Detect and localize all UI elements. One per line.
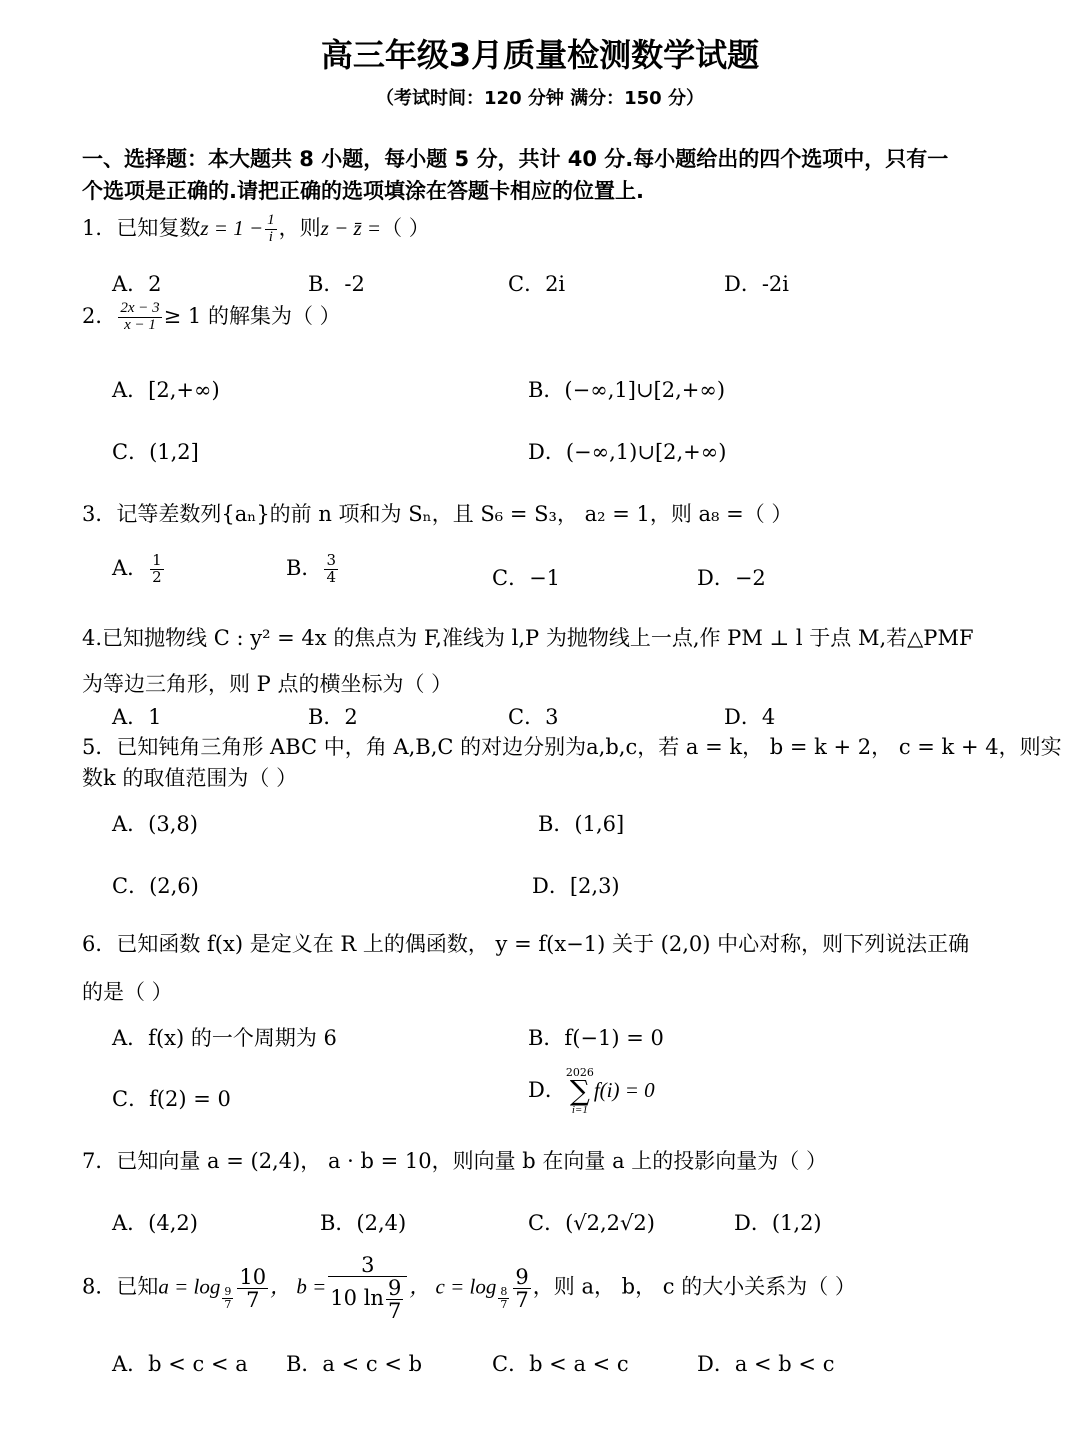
q8-b-inner-fraction: $\frac{9}{7}$	[387, 1276, 402, 1324]
q8-b-fraction: 3 10 ln $\frac{9}{7}$	[328, 1254, 407, 1322]
q4-option-b[interactable]: B．2	[308, 705, 358, 729]
exam-info: （考试时间：120 分钟 满分：150 分）	[376, 88, 704, 109]
q3-option-b[interactable]: B． $\frac{3}{4}$	[286, 551, 336, 586]
q8-a-fraction: $\frac{10}{7}$	[239, 1264, 267, 1312]
question-5-line1: 5．已知钝角三角形 ABC 中，角 A,B,C 的对边分别为a,b,c，若 a = k， b = k + 2， c = k + 4，则实	[82, 735, 1062, 759]
q7-option-b[interactable]: B．(2,4)	[320, 1211, 407, 1235]
q6-option-c[interactable]: C．f(2) = 0	[112, 1087, 231, 1111]
question-5-line2: 数k 的取值范围为（ ）	[82, 766, 298, 790]
q8-option-a[interactable]: A．b < c < a	[112, 1352, 248, 1376]
question-7: 7．已知向量 a = (2,4)， a · b = 10，则向量 b 在向量 a 上的投影向量为（ ）	[82, 1149, 827, 1173]
q1-expr-left: z = 1 −	[200, 216, 264, 240]
q1-prefix: 1．已知复数	[82, 216, 201, 240]
q2-rest: ≥ 1 的解集为（ ）	[163, 304, 341, 328]
q5-option-d[interactable]: D．[2,3)	[532, 874, 620, 898]
q7-option-c[interactable]: C．(√2,2√2)	[528, 1211, 655, 1235]
q2-fraction: $\frac{2x - 3}{x - 1}$	[120, 300, 160, 333]
question-4-line1: 4.已知抛物线 C : y² = 4x 的焦点为 F,准线为 l,P 为抛物线上一点,作 PM ⊥ l 于点 M,若△PMF	[82, 626, 974, 650]
q8-a-base: $\frac{9}{7}$	[224, 1285, 232, 1311]
q3-option-a-fraction: $\frac{1}{2}$	[152, 551, 162, 586]
section-heading-line1: 一、选择题：本大题共 8 小题，每小题 5 分，共计 40 分.每小题给出的四个选项中，只有一	[82, 147, 949, 171]
q3-option-c[interactable]: C．−1	[492, 566, 561, 590]
q3-option-a[interactable]: A． $\frac{1}{2}$	[112, 551, 162, 586]
q1-fraction: $\frac{1}{i}$	[267, 212, 275, 245]
q1-option-d[interactable]: D．-2i	[724, 272, 790, 296]
q2-option-a[interactable]: A．[2,+∞)	[112, 378, 220, 402]
question-2	[82, 300, 341, 334]
q8-option-b[interactable]: B．a < c < b	[286, 1352, 423, 1376]
q8-option-c[interactable]: C．b < a < c	[492, 1352, 629, 1376]
q1-expr-right: z − z̄ =	[320, 216, 382, 240]
q6-option-b[interactable]: B．f(−1) = 0	[528, 1026, 664, 1050]
section-heading-line2: 个选项是正确的.请把正确的选项填涂在答题卡相应的位置上.	[82, 179, 644, 203]
question-3: 3．记等差数列{aₙ}的前 n 项和为 Sₙ，且 S₆ = S₃， a₂ = 1，则 a₈ =（ ）	[82, 502, 793, 526]
q1-mid: ，则	[278, 216, 321, 240]
question-6-line1: 6．已知函数 f(x) 是定义在 R 上的偶函数， y = f(x−1) 关于 (2,0) 中心对称，则下列说法正确	[82, 932, 970, 956]
q5-option-a[interactable]: A．(3,8)	[112, 812, 198, 836]
q4-option-c[interactable]: C．3	[508, 705, 559, 729]
q1-option-c[interactable]: C．2i	[508, 272, 566, 296]
q5-option-b[interactable]: B．(1,6]	[538, 812, 625, 836]
q3-option-b-fraction: $\frac{3}{4}$	[326, 551, 336, 586]
q7-option-a[interactable]: A．(4,2)	[112, 1211, 198, 1235]
q2-option-d[interactable]: D．(−∞,1)∪[2,+∞)	[528, 440, 727, 464]
q3-option-d[interactable]: D．−2	[697, 566, 766, 590]
q4-option-d[interactable]: D．4	[724, 705, 776, 729]
q5-option-c[interactable]: C．(2,6)	[112, 874, 199, 898]
q2-option-c[interactable]: C．(1,2]	[112, 440, 199, 464]
question-1	[82, 212, 430, 246]
q2-option-b[interactable]: B．(−∞,1]∪[2,+∞)	[528, 378, 726, 402]
summation-symbol: 2026 ∑ i=1	[565, 1066, 594, 1117]
q1-option-b[interactable]: B．-2	[308, 272, 365, 296]
question-4-line2: 为等边三角形，则 P 点的横坐标为（ ）	[82, 672, 453, 696]
page-title: 高三年级3月质量检测数学试题	[320, 36, 760, 74]
q4-option-a[interactable]: A．1	[112, 705, 162, 729]
q8-c-base: $\frac{8}{7}$	[500, 1285, 508, 1311]
q2-num: 2．	[82, 304, 117, 328]
q8-c-fraction: $\frac{9}{7}$	[515, 1264, 529, 1312]
q7-option-d[interactable]: D．(1,2)	[734, 1211, 822, 1235]
q8-option-d[interactable]: D．a < b < c	[697, 1352, 835, 1376]
q1-paren: （ ）	[381, 216, 430, 240]
question-6-line2: 的是（ ）	[82, 980, 173, 1004]
q1-option-a[interactable]: A．2	[112, 272, 162, 296]
q6-option-a[interactable]: A．f(x) 的一个周期为 6	[112, 1026, 337, 1050]
q6-option-d[interactable]: D． 2026 ∑ i=1 f(i) = 0	[528, 1066, 655, 1117]
question-8: 8．已知a = log $\frac{9}{7}$ $\frac{10}{7}$ ， b = 3 10 ln $\frac{9}{7}$ ， c = log $\frac{8}{7}$ $\frac{9}{7}$ ，则 a， b， c 的大小关系为（ ）	[82, 1253, 856, 1324]
